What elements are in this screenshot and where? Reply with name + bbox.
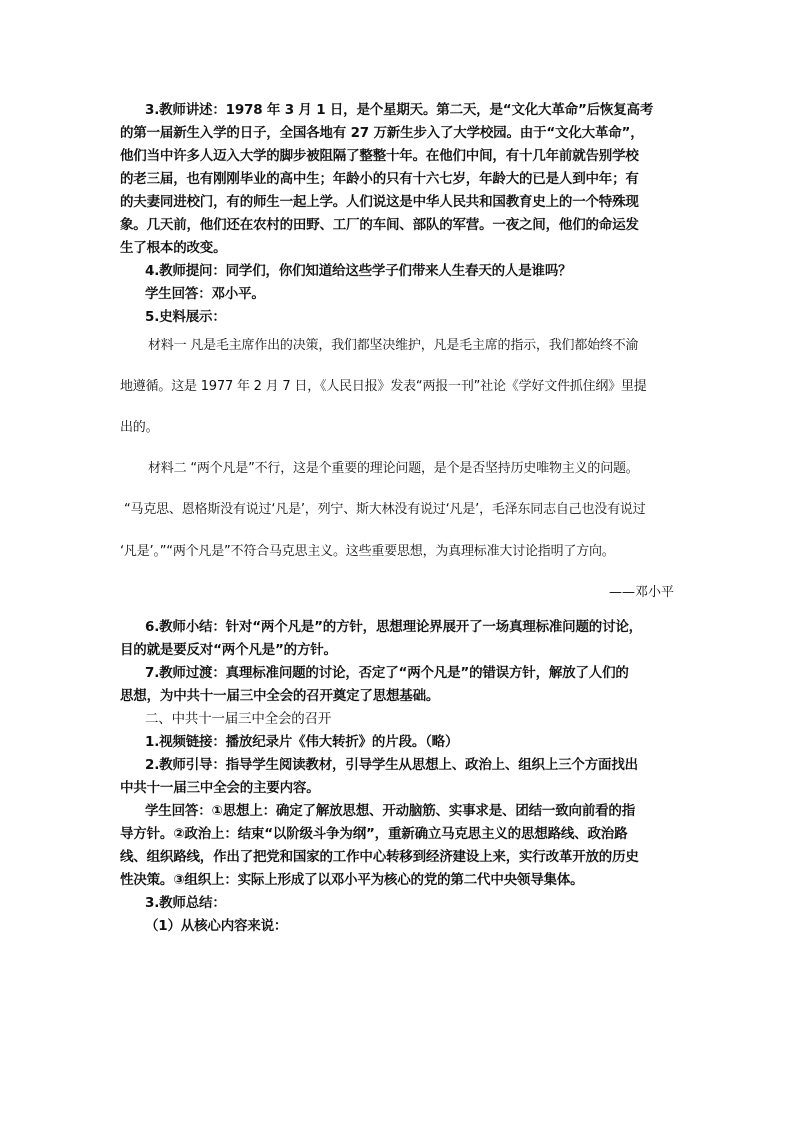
paragraph-line: 学生回答：①思想上：确定了解放思想、开动脑筋、实事求是、团结一致向前看的指: [145, 803, 636, 819]
student-answer: 学生回答：邓小平。: [145, 286, 265, 302]
paragraph-line: 7.教师过渡：真理标准问题的讨论，否定了“两个凡是”的错误方针，解放了人们的: [145, 665, 629, 681]
material-two-line: 材料二 “两个凡是”不行，这是个重要的理论问题，是个是否坚持历史唯物主义的问题。: [148, 461, 639, 476]
material-one-line: 地遵循。这是 1977 年 2 月 7 日，《人民日报》发表“两报一刊”社论《学好文件抓住纲》里提: [120, 379, 647, 394]
paragraph-line: 的夫妻同进校门，有的师生一起上学。人们说这是中华人民共和国教育史上的一个特殊现: [120, 194, 639, 210]
paragraph-line: 3.教师讲述：1978 年 3 月 1 日，是个星期天。第二天，是“文化大革命”后恢复高考: [145, 102, 654, 118]
section-heading: 5.史料展示：: [145, 309, 226, 325]
paragraph-line: 思想，为中共十一届三中全会的召开奠定了思想基础。: [120, 688, 440, 704]
paragraph-line: （1）从核心内容来说：: [145, 918, 288, 934]
section-title: 二、中共十一届三中全会的召开: [145, 711, 332, 727]
paragraph-line: 性决策。③组织上：实际上形成了以邓小平为核心的党的第二代中央领导集体。: [120, 872, 584, 888]
paragraph-line: 的老三届，也有刚刚毕业的高中生；年龄小的只有十六七岁，年龄大的已是人到中年；有: [120, 171, 639, 187]
paragraph-line: 线、组织路线，作出了把党和国家的工作中心转移到经济建设上来，实行改革开放的历史: [120, 849, 639, 865]
material-two-line: “马克思、恩格斯没有说过‘凡是’，列宁、斯大林没有说过‘凡是’，毛泽东同志自己也没有说过: [124, 502, 646, 517]
paragraph-line: 的第一届新生入学的日子，全国各地有 27 万新生步入了大学校园。由于“文化大革命”，: [120, 125, 644, 141]
paragraph-line: 1.视频链接：播放纪录片《伟大转折》的片段。（略）: [145, 734, 459, 750]
material-two-line: ‘凡是’。”“两个凡是”不符合马克思主义。这些重要思想，为真理标准大讨论指明了方向。: [120, 544, 615, 559]
paragraph-line: 导方针。②政治上：结束“以阶级斗争为纲”，重新确立马克思主义的思想路线、政治路: [120, 826, 628, 842]
paragraph-line: 他们当中许多人迈入大学的脚步被阻隔了整整十年。在他们中间，有十几年前就告别学校: [120, 148, 639, 164]
quote-attribution: ——邓小平: [608, 585, 674, 600]
paragraph-line: 生了根本的改变。: [120, 240, 227, 256]
material-one-line: 材料一 凡是毛主席作出的决策，我们都坚决维护，凡是毛主席的指示，我们都始终不渝: [148, 338, 639, 353]
paragraph-line: 中共十一届三中全会的主要内容。: [120, 780, 320, 796]
teacher-question: 4.教师提问：同学们，你们知道给这些学子们带来人生春天的人是谁吗？: [145, 263, 572, 279]
paragraph-line: 3.教师总结：: [145, 895, 226, 911]
paragraph-line: 象。几天前，他们还在农村的田野、工厂的车间、部队的军营。一夜之间，他们的命运发: [120, 217, 639, 233]
material-one-line: 出的。: [120, 420, 159, 435]
paragraph-line: 目的就是要反对“两个凡是”的方针。: [120, 642, 337, 658]
paragraph-line: 2.教师引导：指导学生阅读教材，引导学生从思想上、政治上、组织上三个方面找出: [145, 757, 638, 773]
paragraph-line: 6.教师小结：针对“两个凡是”的方针，思想理论界展开了一场真理标准问题的讨论，: [145, 619, 642, 635]
